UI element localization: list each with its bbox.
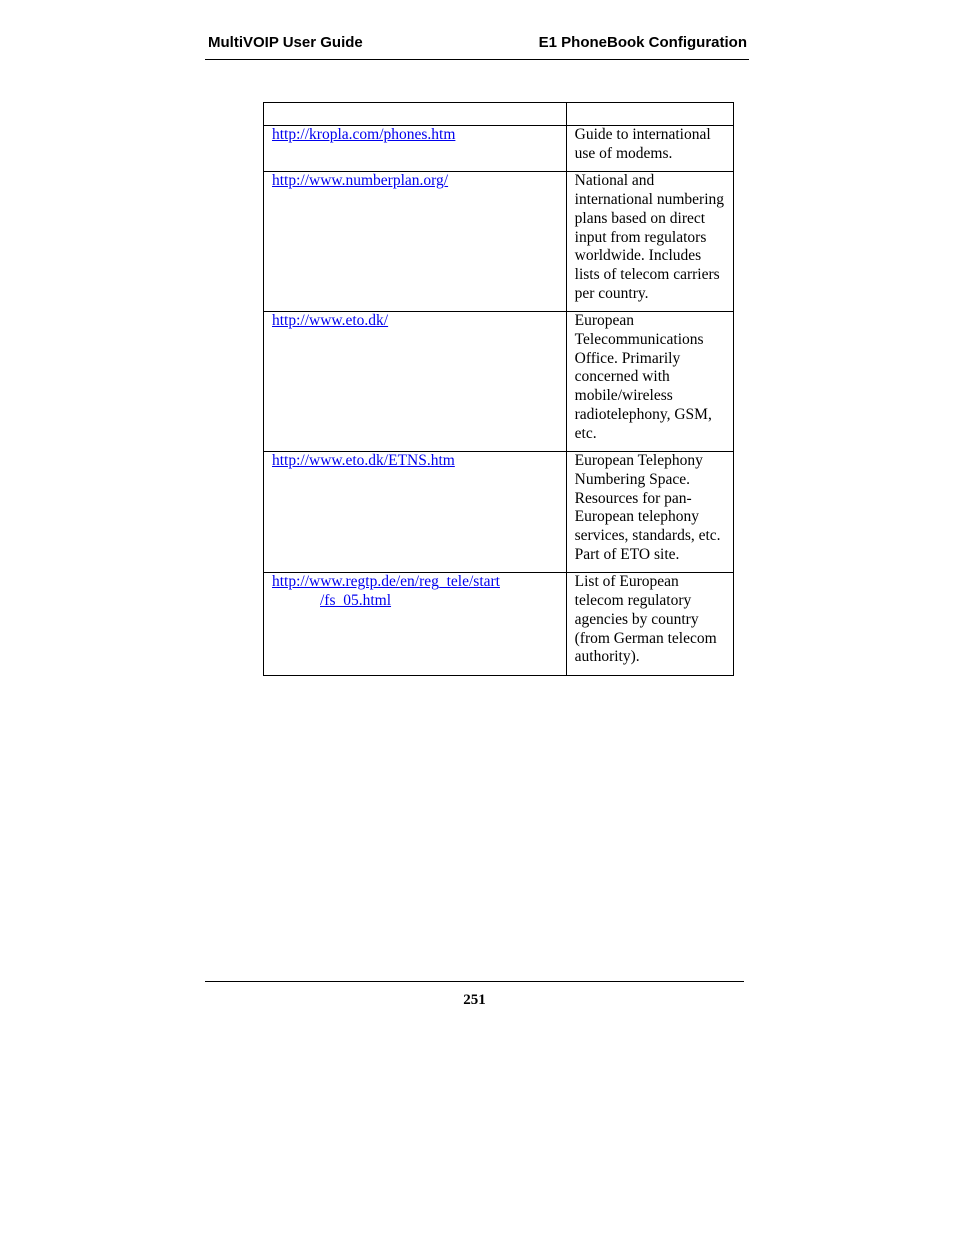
description-cell: Guide to international use of modems. xyxy=(566,126,733,172)
table-row xyxy=(264,452,734,573)
page-number: 251 xyxy=(463,992,486,1008)
url-cell xyxy=(264,312,567,452)
table-row xyxy=(264,172,734,312)
url-cell xyxy=(264,126,567,172)
url-cell xyxy=(264,573,567,676)
url-link[interactable] xyxy=(272,573,558,610)
table-header-row xyxy=(264,103,734,126)
page-header xyxy=(205,33,749,60)
url-link-line2: /fs_05.html xyxy=(320,592,392,610)
empty-header-cell xyxy=(264,103,567,126)
section-title: E1 PhoneBook Configuration xyxy=(538,34,747,51)
empty-header-cell xyxy=(566,103,733,126)
url-link[interactable]: http://www.eto.dk/ xyxy=(272,312,389,330)
description-cell: List of European telecom regulatory agencies by country (from German telecom authority). xyxy=(566,573,733,676)
url-cell xyxy=(264,452,567,573)
reference-links-table xyxy=(263,102,734,676)
url-cell xyxy=(264,172,567,312)
url-link-line1: http://www.regtp.de/en/reg_tele/start xyxy=(272,573,500,591)
url-link[interactable]: http://www.numberplan.org/ xyxy=(272,172,449,190)
table-row xyxy=(264,126,734,172)
url-link[interactable]: http://www.eto.dk/ETNS.htm xyxy=(272,452,455,470)
description-cell: European Telecommunications Office. Primarily concerned with mobile/wireless radiotelephony, GSM, etc. xyxy=(566,312,733,452)
url-link[interactable]: http://kropla.com/phones.htm xyxy=(272,126,456,143)
guide-title: MultiVOIP User Guide xyxy=(208,34,363,51)
footer-divider xyxy=(205,981,744,982)
table-row xyxy=(264,312,734,452)
description-cell: National and international numbering plans based on direct input from regulators worldwide. Includes lists of telecom carriers per country. xyxy=(566,172,733,312)
table-row xyxy=(264,573,734,676)
description-cell: European Telephony Numbering Space. Resources for pan-European telephony services, standards, etc. Part of ETO site. xyxy=(566,452,733,573)
